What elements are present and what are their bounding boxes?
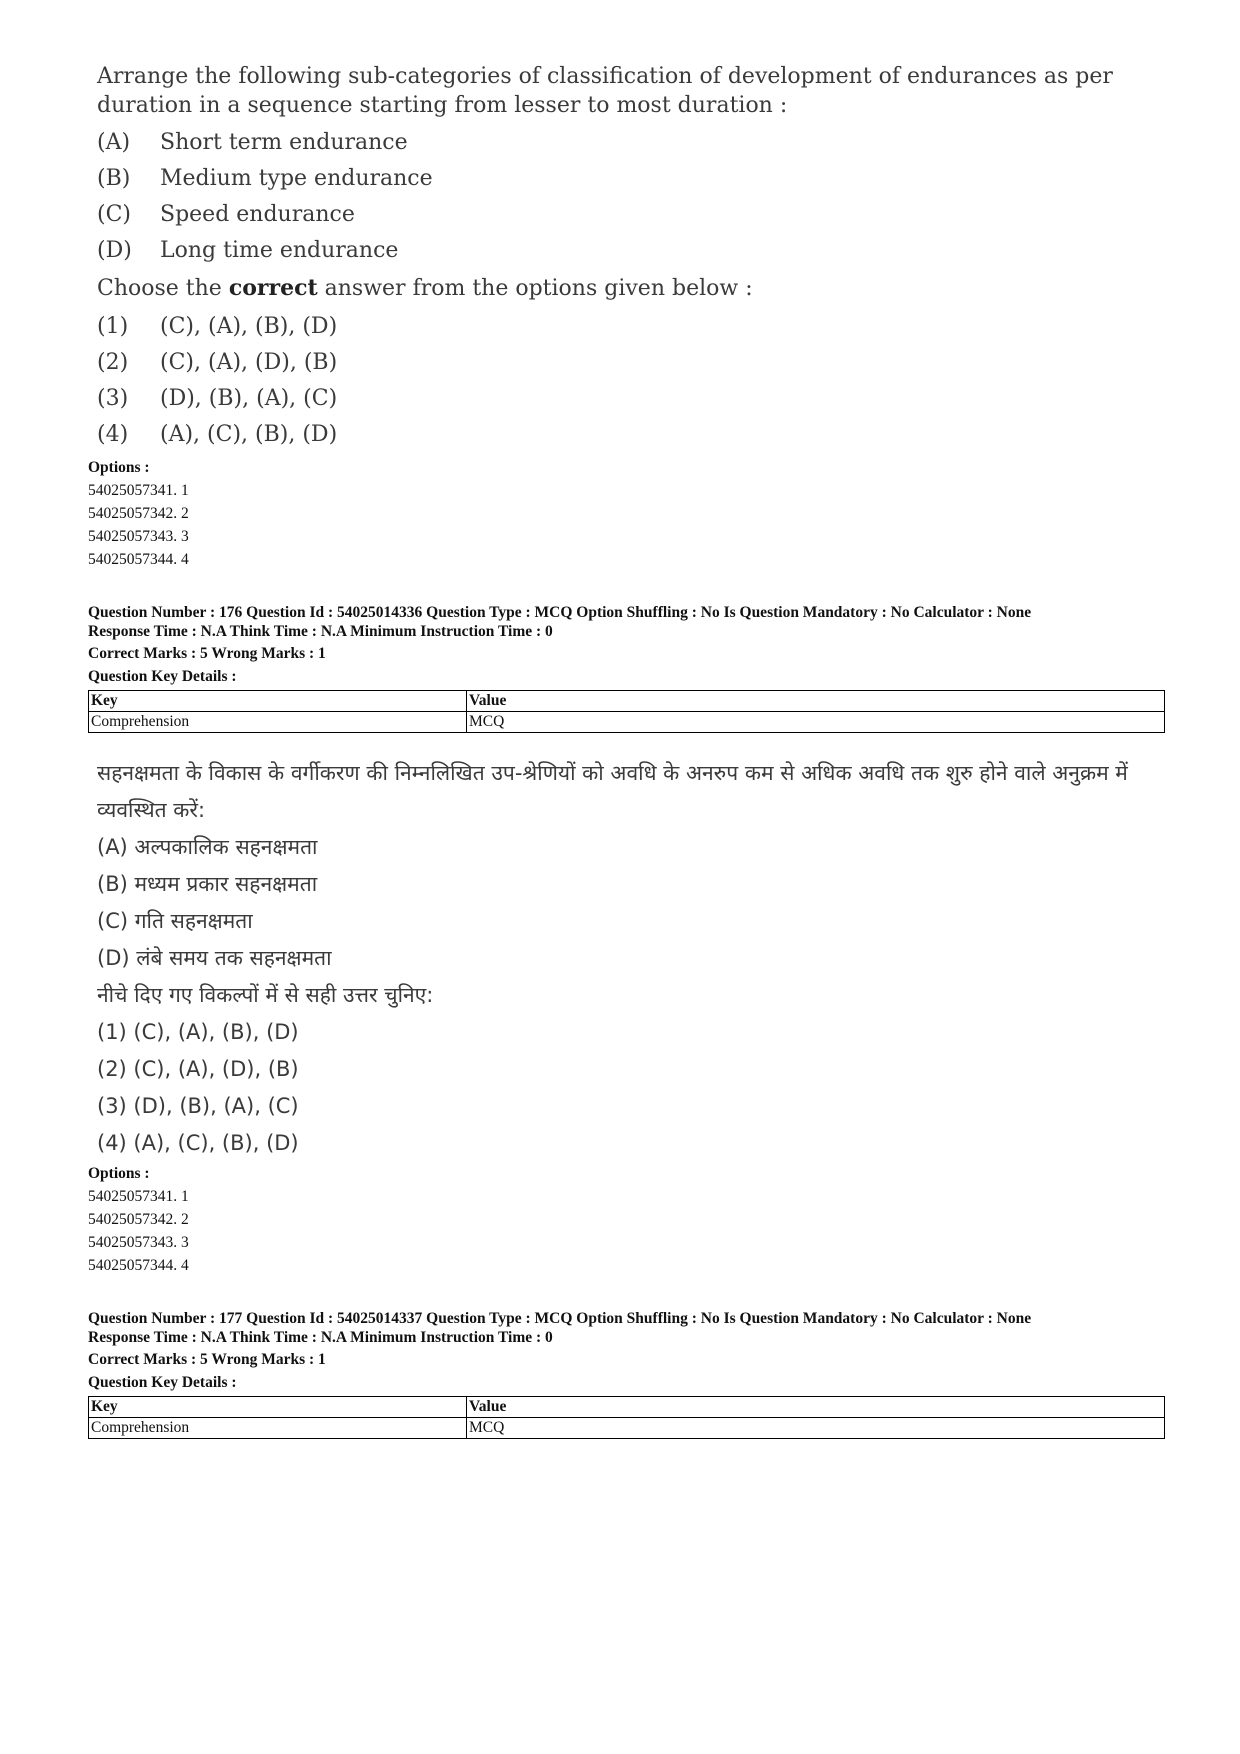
table-cell-key: Comprehension: [89, 1418, 467, 1439]
option-id: 54025057343. 3: [88, 528, 189, 545]
key-details-table: [88, 1396, 1165, 1439]
question-stem-hindi: सहनक्षमता के विकास के वर्गीकरण की निम्नलिखित उप-श्रेणियों को अवधि के अनरुप कम से अधिक अवधि तक शुरु होने वाले अनुक्रम में व्यवस्थित करें:: [97, 761, 1128, 822]
table-header-value: Value: [467, 1397, 1165, 1418]
table-cell-value: MCQ: [467, 712, 1165, 733]
option-id: 54025057342. 2: [88, 505, 189, 522]
question-meta-176: [88, 604, 1188, 733]
question-meta-line: Question Number : 176 Question Id : 54025014336 Question Type : MCQ Option Shuffling : No Is Question Mandatory : No Calculator : None: [88, 604, 1032, 621]
question-image-english: [97, 62, 1187, 452]
answer-choice: (2) (C), (A), (D), (B): [97, 349, 338, 375]
key-details-heading: Question Key Details :: [88, 1373, 237, 1391]
table-header-key: Key: [89, 1397, 467, 1418]
statement-item: (D) Long time endurance: [97, 237, 399, 263]
statement-item: (D) लंबे समय तक सहनक्षमता: [97, 946, 332, 970]
choose-instruction-hindi: नीचे दिए गए विकल्पों में से सही उत्तर चुनिए:: [97, 983, 434, 1007]
answer-choice: (4) (A), (C), (B), (D): [97, 421, 338, 447]
statement-item: (C) Speed endurance: [97, 201, 355, 227]
statement-item: (A) Short term endurance: [97, 129, 408, 155]
choose-instruction: Choose the correct answer from the options given below :: [97, 275, 753, 301]
option-id: 54025057343. 3: [88, 1234, 189, 1251]
options-heading: Options :: [88, 459, 150, 476]
option-id: 54025057341. 1: [88, 1188, 189, 1205]
question-stem: Arrange the following sub-categories of classification of development of endurances as per duration in a sequence starting from lesser to most duration :: [97, 64, 1113, 118]
option-id: 54025057344. 4: [88, 1257, 189, 1274]
table-cell-value: MCQ: [467, 1418, 1165, 1439]
statement-item: (C) गति सहनक्षमता: [97, 909, 253, 933]
marks-line: Correct Marks : 5 Wrong Marks : 1: [88, 645, 326, 662]
table-header-key: Key: [89, 691, 467, 712]
answer-choice: (1) (C), (A), (B), (D): [97, 313, 338, 339]
key-details-table: [88, 690, 1165, 733]
options-list: [88, 456, 189, 571]
table-cell-key: Comprehension: [89, 712, 467, 733]
option-id: 54025057344. 4: [88, 551, 189, 568]
answer-choice: (1) (C), (A), (B), (D): [97, 1020, 299, 1044]
answer-choice: (3) (D), (B), (A), (C): [97, 1094, 299, 1118]
option-id: 54025057341. 1: [88, 482, 189, 499]
answer-choice: (3) (D), (B), (A), (C): [97, 385, 338, 411]
statement-item: (B) Medium type endurance: [97, 165, 433, 191]
marks-line: Correct Marks : 5 Wrong Marks : 1: [88, 1351, 326, 1368]
question-image-hindi: [97, 755, 1187, 1162]
options-heading: Options :: [88, 1165, 150, 1182]
statement-item: (B) मध्यम प्रकार सहनक्षमता: [97, 872, 318, 896]
question-meta-177: [88, 1310, 1188, 1439]
table-header-value: Value: [467, 691, 1165, 712]
answer-choice: (2) (C), (A), (D), (B): [97, 1057, 299, 1081]
question-meta-line: Response Time : N.A Think Time : N.A Minimum Instruction Time : 0: [88, 622, 553, 640]
option-id: 54025057342. 2: [88, 1211, 189, 1228]
question-meta-line: Response Time : N.A Think Time : N.A Minimum Instruction Time : 0: [88, 1328, 553, 1346]
answer-choice: (4) (A), (C), (B), (D): [97, 1131, 299, 1155]
key-details-heading: Question Key Details :: [88, 667, 237, 685]
statement-item: (A) अल्पकालिक सहनक्षमता: [97, 835, 318, 859]
options-list: [88, 1162, 189, 1277]
question-meta-line: Question Number : 177 Question Id : 54025014337 Question Type : MCQ Option Shuffling : No Is Question Mandatory : No Calculator : None: [88, 1310, 1032, 1327]
